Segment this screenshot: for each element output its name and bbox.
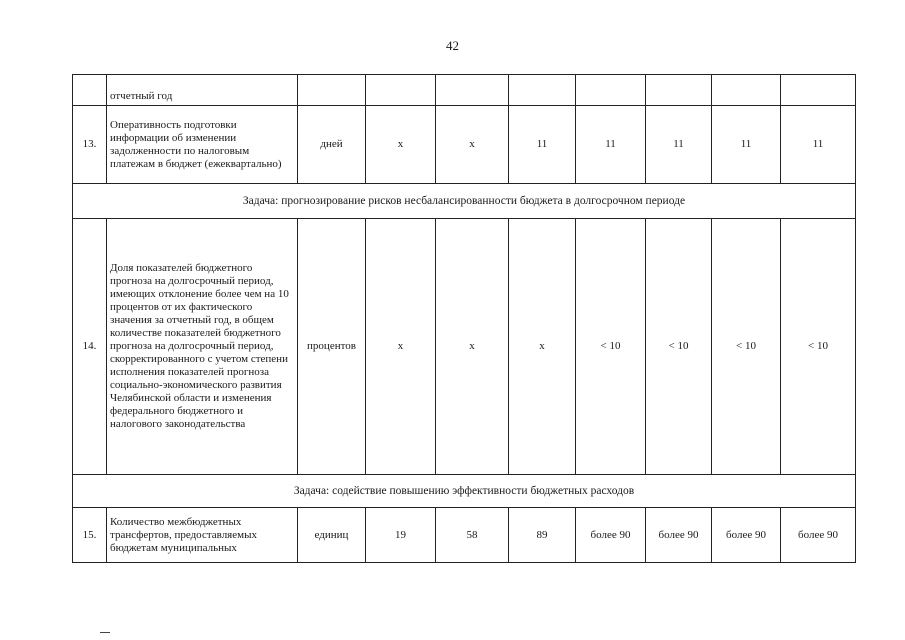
- table-row-15: [73, 508, 856, 563]
- value-cell: более 90: [576, 508, 646, 563]
- footer-mark: [100, 632, 110, 633]
- indicator-name-cell: отчетный год: [107, 75, 298, 106]
- value-cell: 11: [712, 106, 781, 184]
- task-heading: Задача: содействие повышению эффективности бюджетных расходов: [73, 475, 856, 508]
- value-cell: 89: [509, 508, 576, 563]
- page-number: 42: [446, 38, 459, 53]
- indicators-table: [72, 74, 856, 563]
- value-cell: [509, 75, 576, 106]
- table-row-continuation: [73, 75, 856, 106]
- value-cell: х: [509, 219, 576, 475]
- unit-cell: единиц: [298, 508, 366, 563]
- value-cell: [436, 75, 509, 106]
- value-cell: 19: [366, 508, 436, 563]
- value-cell: 11: [509, 106, 576, 184]
- value-cell: более 90: [781, 508, 856, 563]
- row-number-cell: [73, 75, 107, 106]
- row-number-cell: 14.: [73, 219, 107, 475]
- task-row: [73, 184, 856, 219]
- value-cell: < 10: [576, 219, 646, 475]
- value-cell: 11: [646, 106, 712, 184]
- value-cell: < 10: [781, 219, 856, 475]
- row-number-cell: 15.: [73, 508, 107, 563]
- value-cell: более 90: [646, 508, 712, 563]
- value-cell: х: [366, 106, 436, 184]
- value-cell: [712, 75, 781, 106]
- value-cell: 11: [781, 106, 856, 184]
- value-cell: [576, 75, 646, 106]
- indicator-name-cell: Количество межбюджетных трансфертов, предоставляемых бюджетам муниципальных: [107, 508, 298, 563]
- task-row: [73, 475, 856, 508]
- unit-cell: [298, 75, 366, 106]
- unit-cell: процентов: [298, 219, 366, 475]
- value-cell: 11: [576, 106, 646, 184]
- value-cell: < 10: [712, 219, 781, 475]
- value-cell: х: [436, 219, 509, 475]
- value-cell: более 90: [712, 508, 781, 563]
- indicator-name-cell: Доля показателей бюджетного прогноза на долгосрочный период, имеющих отклонение более чем на 10 процентов от их фактического значения за отчетный год, в общем количестве показателей бюджетного прогноза на долгосрочный период, скорректированного с учетом степени исполнения показателей прогноза социально-экономического развития Челябинской области и изменения федерального бюджетного и налогового законодательства: [107, 219, 298, 475]
- table-row-14: [73, 219, 856, 475]
- task-heading: Задача: прогнозирование рисков несбалансированности бюджета в долгосрочном периоде: [73, 184, 856, 219]
- value-cell: < 10: [646, 219, 712, 475]
- value-cell: [366, 75, 436, 106]
- value-cell: [781, 75, 856, 106]
- value-cell: [646, 75, 712, 106]
- table-row-13: [73, 106, 856, 184]
- value-cell: х: [366, 219, 436, 475]
- value-cell: х: [436, 106, 509, 184]
- indicator-name-cell: Оперативность подготовки информации об изменении задолженности по налоговым платежам в бюджет (ежеквартально): [107, 106, 298, 184]
- unit-cell: дней: [298, 106, 366, 184]
- value-cell: 58: [436, 508, 509, 563]
- row-number-cell: 13.: [73, 106, 107, 184]
